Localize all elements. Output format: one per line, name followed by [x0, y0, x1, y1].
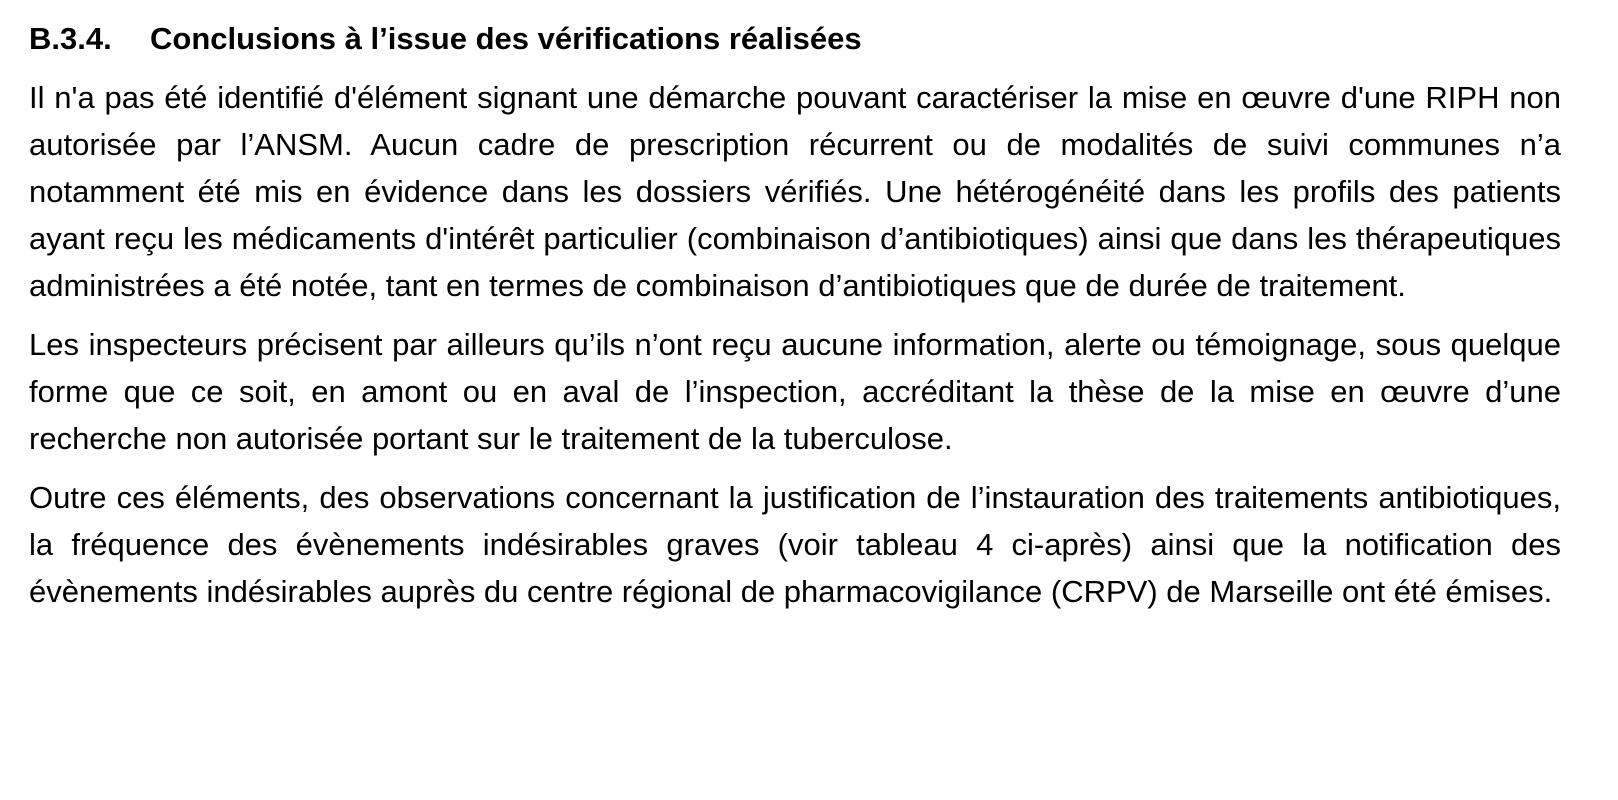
- paragraph-2: Les inspecteurs précisent par ailleurs qu’ils n’ont reçu aucune information, alerte ou témoignage, sous quelque forme que ce soit, en amont ou en aval de l’inspection, accréditant la thèse de la mise en œuvre d’une recherche non autorisée portant sur le traitement de la tuberculose.: [29, 327, 1561, 456]
- paragraph-3: Outre ces éléments, des observations concernant la justification de l’instauration des traitements antibiotiques, la fréquence des évènements indésirables graves (voir tableau 4 ci-après) ainsi que la notification des évènements indésirables auprès du centre régional de pharmacovigilance (CRPV) de Marseille ont été émises.: [29, 480, 1561, 609]
- section-number: B.3.4.: [29, 21, 112, 56]
- document-page: [29, 18, 1561, 627]
- section-title: Conclusions à l’issue des vérifications réalisées: [150, 21, 862, 56]
- paragraph-1: Il n'a pas été identifié d'élément signant une démarche pouvant caractériser la mise en œuvre d'une RIPH non autorisée par l’ANSM. Aucun cadre de prescription récurrent ou de modalités de suivi communes n’a notamment été mis en évidence dans les dossiers vérifiés. Une hétérogénéité dans les profils des patients ayant reçu les médicaments d'intérêt particulier (combinaison d’antibiotiques) ainsi que dans les thérapeutiques administrées a été notée, tant en termes de combinaison d’antibiotiques que de durée de traitement.: [29, 80, 1561, 303]
- section-heading: [29, 18, 1561, 60]
